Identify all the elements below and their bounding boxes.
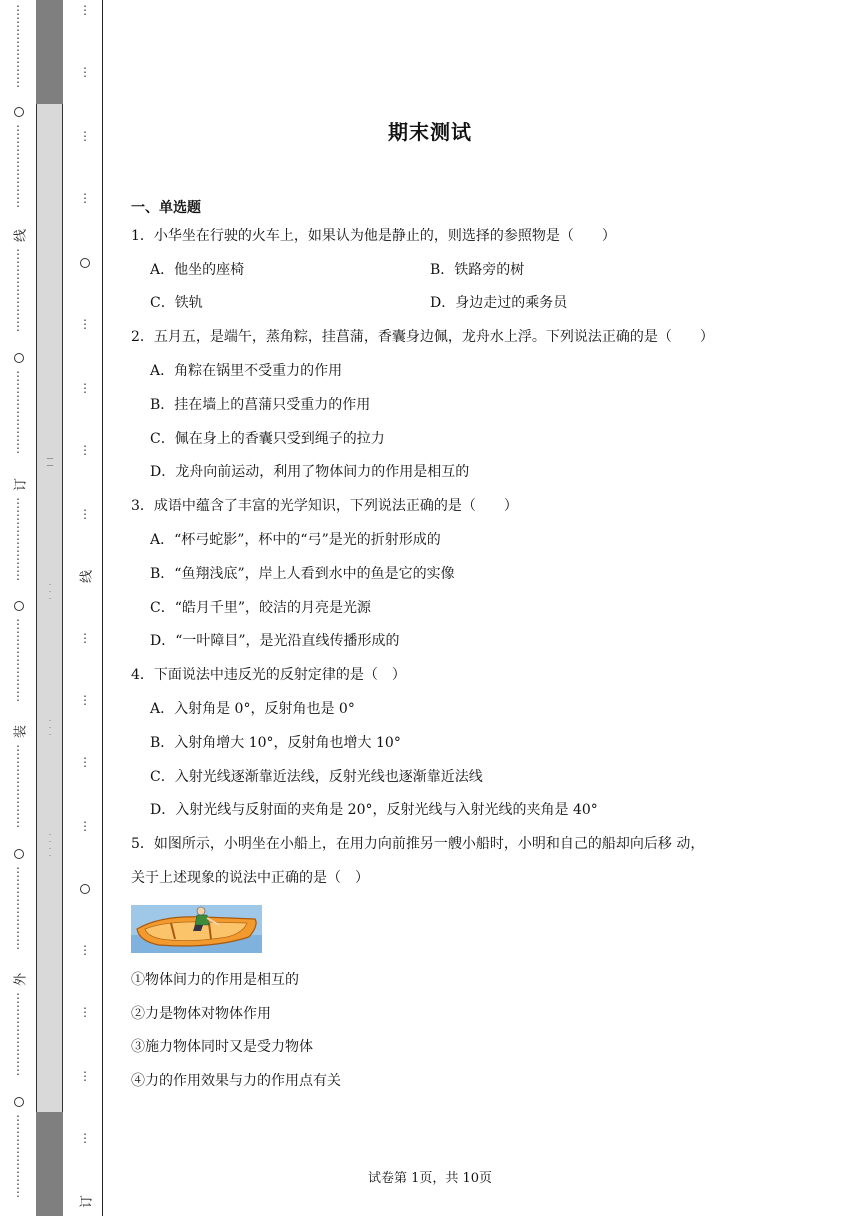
question-1-option-c: C．铁轨 [150,295,203,311]
statement-1: ①物体间力的作用是相互的 [131,972,299,988]
binding-band-dark-bottom [36,1112,63,1216]
question-2-option-b: B．挂在墙上的菖蒲只受重力的作用 [150,397,371,413]
binding-char-ding: 订 [13,478,29,492]
binding-inner-char-ding: 订 [79,1195,95,1209]
question-4-option-b: B．入射角增大 10°，反射角也增大 10° [150,735,401,751]
binding-circle [80,884,90,894]
question-3-option-b: B．“鱼翔浅底”，岸上人看到水中的鱼是它的实像 [150,566,455,582]
statement-4: ④力的作用效果与力的作用点有关 [131,1073,341,1089]
question-4-option-c: C．入射光线逐渐靠近法线，反射光线也逐渐靠近法线 [150,769,483,785]
question-2-option-c: C．佩在身上的香囊只受到绳子的拉力 [150,431,385,447]
binding-circle [14,601,24,611]
question-4-option-a: A．入射角是 0°，反射角也是 0° [150,701,355,717]
statement-2: ②力是物体对物体作用 [131,1006,271,1022]
binding-band-dash: · · · [48,717,52,739]
question-1-stem: 1．小华坐在行驶的火车上，如果认为他是静止的，则选择的参照物是（ ） [131,228,616,244]
question-3-stem: 3．成语中蕴含了丰富的光学知识，下列说法正确的是（ ） [131,498,518,514]
boat-illustration [131,905,262,953]
binding-circle [80,258,90,268]
section-heading: 一、单选题 [131,200,201,216]
question-2-stem: 2．五月五，是端午，蒸角粽，挂菖蒲，香囊身边佩，龙舟水上浮。下列说法正确的是（ ） [131,329,714,345]
question-3-option-c: C．“皓月千里”，皎洁的月亮是光源 [150,600,372,616]
question-1-option-b: B．铁路旁的树 [430,262,525,278]
binding-margin-outer: ⋮ ⋮ ⋮ ⋮ ⋮ ⋮ ⋮ ⋮ ⋮ ⋮ ⋮ ⋮ ⋮ ⋮ 线 ⋮ ⋮ ⋮ ⋮ ⋮ ⋮ ⋮ ⋮ ⋮ ⋮ ⋮ ⋮ ⋮ ⋮ 订 ⋮ ⋮ ⋮ ⋮ ⋮ ⋮ ⋮ ⋮ ⋮ ⋮ ⋮ ⋮ ⋮ ⋮ 装 ⋮ ⋮ ⋮ ⋮ ⋮ ⋮ ⋮ ⋮ ⋮ ⋮ ⋮ ⋮ ⋮ ⋮ 外 ⋮ ⋮ ⋮ ⋮ ⋮ ⋮ ⋮ ⋮ ⋮ ⋮ ⋮ ⋮ ⋮ ⋮ [0,0,36,1216]
question-3-option-d: D．“一叶障目”，是光沿直线传播形成的 [150,633,400,649]
statement-3: ③施力物体同时又是受力物体 [131,1039,313,1055]
binding-char-zhuang: 装 [13,725,29,739]
page-title: 期末测试 [388,120,472,144]
binding-circle [14,1097,24,1107]
question-5-stem-line1: 5．如图所示，小明坐在小船上，在用力向前推另一艘小船时，小明和自己的船却向后移 动， [131,836,705,852]
binding-margin-band [36,0,63,1216]
binding-inner-char-xian: 线 [79,570,95,584]
binding-band-dark-top [36,0,63,104]
binding-circle [14,849,24,859]
question-2-option-a: A．角粽在锅里不受重力的作用 [150,363,343,379]
binding-char-xian: 线 [13,229,29,243]
binding-circle [14,353,24,363]
binding-band-dash: — — [46,454,54,469]
question-3-option-a: A．“杯弓蛇影”，杯中的“弓”是光的折射形成的 [150,532,441,548]
binding-margin-inner: ⋮ ⋮ ⋮ ⋮ ⋮ ⋮ ⋮ ⋮ 线 ⋮ ⋮ ⋮ ⋮ ⋮ ⋮ ⋮ ⋮ 订 [63,0,103,1216]
binding-band-dash: · · · [48,581,52,603]
question-4-stem: 4．下面说法中违反光的反射定律的是（ ） [131,667,406,683]
page-footer: 试卷第 1页，共 10页 [367,1171,493,1186]
question-4-option-d: D．入射光线与反射面的夹角是 20°，反射光线与入射光线的夹角是 40° [150,802,598,818]
binding-band-dash: · · · · [48,831,52,860]
question-1-option-a: A．他坐的座椅 [150,262,245,278]
question-5-stem-line2: 关于上述现象的说法中正确的是（ ） [131,870,369,886]
question-2-option-d: D．龙舟向前运动，利用了物体间力的作用是相互的 [150,464,470,480]
question-1-option-d: D．身边走过的乘务员 [430,295,568,311]
binding-char-wai: 外 [13,973,29,987]
